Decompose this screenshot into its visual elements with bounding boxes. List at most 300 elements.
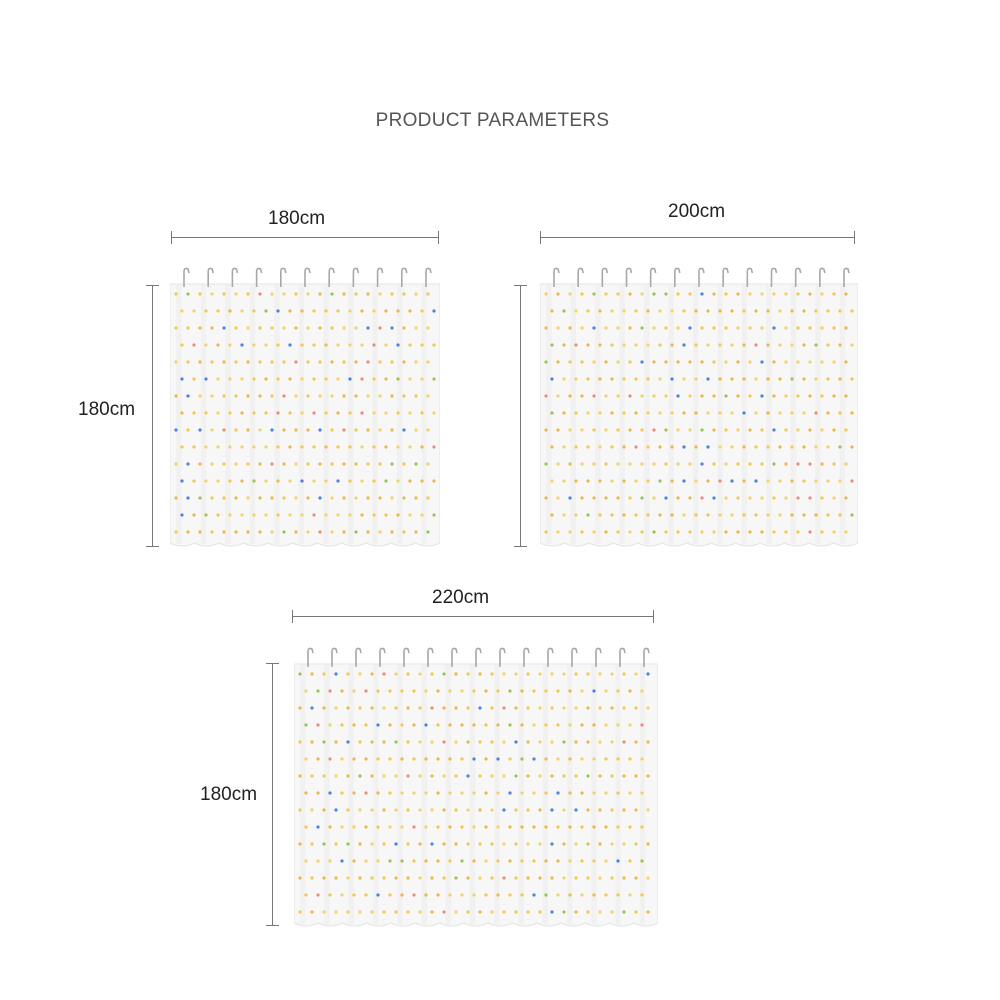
polka-dot [430,706,433,709]
polka-dot [520,757,523,760]
polka-dot [310,672,313,675]
polka-dot [754,445,757,448]
polka-dot [310,910,313,913]
polka-dot [316,757,319,760]
polka-dot [276,479,279,482]
polka-dot [246,292,249,295]
polka-dot [610,740,613,743]
polka-dot [592,394,595,397]
polka-dot [640,825,643,828]
polka-dot [562,706,565,709]
polka-dot [348,513,351,516]
polka-dot [598,808,601,811]
polka-dot [772,496,775,499]
polka-dot [358,842,361,845]
polka-dot [724,496,727,499]
polka-dot [390,360,393,363]
polka-dot [366,530,369,533]
polka-dot [544,757,547,760]
polka-dot [718,377,721,380]
polka-dot [306,292,309,295]
polka-dot [616,496,619,499]
polka-dot [358,706,361,709]
polka-dot [414,530,417,533]
polka-dot [760,394,763,397]
polka-dot [394,672,397,675]
polka-dot [312,445,315,448]
polka-dot [180,479,183,482]
polka-dot [366,496,369,499]
polka-dot [592,689,595,692]
polka-dot [754,343,757,346]
polka-dot [814,513,817,516]
polka-dot [496,825,499,828]
polka-dot [228,513,231,516]
polka-dot [372,377,375,380]
polka-dot [772,462,775,465]
polka-dot [390,530,393,533]
polka-dot [324,309,327,312]
polka-dot [634,876,637,879]
polka-dot [264,309,267,312]
polka-dot [520,689,523,692]
polka-dot [426,360,429,363]
polka-dot [604,360,607,363]
polka-dot [568,394,571,397]
polka-dot [820,462,823,465]
polka-dot [264,513,267,516]
polka-dot [592,791,595,794]
polka-dot [192,445,195,448]
polka-dot [330,394,333,397]
polka-dot [598,309,601,312]
polka-dot [354,394,357,397]
polka-dot [724,326,727,329]
polka-dot [328,825,331,828]
polka-dot [426,428,429,431]
polka-dot [550,774,553,777]
polka-dot [610,445,613,448]
polka-dot [304,689,307,692]
polka-dot [420,377,423,380]
polka-dot [592,859,595,862]
polka-dot [556,326,559,329]
polka-dot [210,462,213,465]
polka-dot [426,462,429,465]
polka-dot [850,445,853,448]
polka-dot [378,462,381,465]
polka-dot [478,808,481,811]
polka-dot [808,292,811,295]
polka-dot [646,740,649,743]
polka-dot [628,360,631,363]
polka-dot [258,360,261,363]
polka-dot [538,808,541,811]
polka-dot [700,292,703,295]
polka-dot [580,893,583,896]
polka-dot [658,513,661,516]
polka-dot [574,513,577,516]
polka-dot [430,842,433,845]
polka-dot [616,689,619,692]
polka-dot [340,893,343,896]
polka-dot [640,462,643,465]
polka-dot [304,859,307,862]
polka-dot [432,513,435,516]
polka-dot [252,513,255,516]
polka-dot [204,411,207,414]
polka-dot [496,859,499,862]
polka-dot [802,309,805,312]
polka-dot [240,309,243,312]
polka-dot [298,808,301,811]
polka-dot [544,530,547,533]
polka-dot [514,672,517,675]
polka-dot [466,774,469,777]
polka-dot [306,360,309,363]
polka-dot [658,309,661,312]
polka-dot [676,496,679,499]
polka-dot [754,411,757,414]
polka-dot [598,377,601,380]
polka-dot [394,910,397,913]
polka-dot [508,723,511,726]
polka-dot [222,360,225,363]
polka-dot [580,462,583,465]
polka-dot [802,445,805,448]
polka-dot [610,910,613,913]
polka-dot [586,411,589,414]
polka-dot [706,411,709,414]
polka-dot [394,740,397,743]
polka-dot [228,411,231,414]
polka-dot [640,893,643,896]
polka-dot [430,774,433,777]
polka-dot [300,513,303,516]
polka-dot [412,689,415,692]
polka-dot [598,343,601,346]
polka-dot [568,723,571,726]
polka-dot [442,910,445,913]
polka-dot [748,428,751,431]
polka-dot [826,445,829,448]
polka-dot [652,530,655,533]
polka-dot [408,343,411,346]
polka-dot [784,292,787,295]
polka-dot [340,825,343,828]
polka-dot [424,825,427,828]
polka-dot [652,360,655,363]
polka-dot [592,292,595,295]
polka-dot [288,309,291,312]
polka-dot [832,530,835,533]
polka-dot [694,513,697,516]
polka-dot [544,791,547,794]
polka-dot [312,343,315,346]
polka-dot [568,859,571,862]
polka-dot [294,496,297,499]
polka-dot [270,326,273,329]
polka-dot [400,791,403,794]
polka-dot [592,757,595,760]
polka-dot [424,859,427,862]
polka-dot [288,513,291,516]
polka-dot [396,309,399,312]
polka-dot [418,740,421,743]
polka-dot [426,530,429,533]
polka-dot [448,723,451,726]
polka-dot [598,876,601,879]
polka-dot [610,377,613,380]
polka-dot [412,893,415,896]
polka-dot [562,774,565,777]
polka-dot [742,513,745,516]
polka-dot [574,672,577,675]
polka-dot [448,893,451,896]
polka-dot [838,343,841,346]
polka-dot [628,893,631,896]
polka-dot [376,689,379,692]
polka-dot [340,757,343,760]
polka-dot [258,496,261,499]
polka-dot [316,689,319,692]
polka-dot [556,530,559,533]
polka-dot [622,808,625,811]
polka-dot [310,740,313,743]
polka-dot [838,377,841,380]
polka-dot [366,292,369,295]
polka-dot [466,808,469,811]
polka-dot [448,791,451,794]
polka-dot [312,411,315,414]
polka-dot [616,723,619,726]
polka-dot [264,479,267,482]
polka-dot [514,740,517,743]
polka-dot [246,462,249,465]
polka-dot [844,360,847,363]
polka-dot [370,876,373,879]
polka-dot [520,893,523,896]
polka-dot [358,910,361,913]
polka-dot [784,428,787,431]
polka-dot [408,411,411,414]
polka-dot [388,859,391,862]
polka-dot [778,513,781,516]
polka-dot [808,428,811,431]
polka-dot [850,377,853,380]
polka-dot [216,445,219,448]
polka-dot [796,462,799,465]
polka-dot [330,292,333,295]
polka-dot [318,360,321,363]
polka-dot [622,411,625,414]
polka-dot [550,842,553,845]
polka-dot [234,428,237,431]
polka-dot [586,740,589,743]
polka-dot [760,326,763,329]
polka-dot [526,672,529,675]
polka-dot [288,479,291,482]
polka-dot [418,672,421,675]
polka-dot [604,530,607,533]
polka-dot [334,774,337,777]
polka-dot [304,893,307,896]
polka-dot [192,309,195,312]
polka-dot [390,292,393,295]
polka-dot [294,530,297,533]
polka-dot [420,309,423,312]
polka-dot [532,723,535,726]
polka-dot [760,462,763,465]
polka-dot [400,825,403,828]
polka-dot [784,496,787,499]
polka-dot [550,910,553,913]
polka-dot [556,791,559,794]
polka-dot [432,309,435,312]
polka-dot [628,326,631,329]
polka-dot [790,411,793,414]
polka-dot [442,740,445,743]
polka-dot [646,842,649,845]
polka-dot [198,428,201,431]
polka-dot [334,876,337,879]
polka-dot [466,910,469,913]
polka-dot [378,394,381,397]
polka-dot [640,326,643,329]
polka-dot [700,496,703,499]
polka-dot [378,326,381,329]
polka-dot [342,496,345,499]
polka-dot [348,479,351,482]
polka-dot [372,445,375,448]
polka-dot [676,530,679,533]
polka-dot [258,292,261,295]
polka-dot [814,445,817,448]
polka-dot [634,513,637,516]
polka-dot [712,428,715,431]
polka-dot [682,445,685,448]
polka-dot [544,825,547,828]
polka-dot [316,825,319,828]
curtain-svg [540,266,858,550]
polka-dot [382,706,385,709]
polka-dot [406,876,409,879]
polka-dot [372,343,375,346]
polka-dot [322,842,325,845]
polka-dot [354,530,357,533]
polka-dot [294,360,297,363]
polka-dot [706,343,709,346]
polka-dot [478,910,481,913]
polka-dot [592,496,595,499]
polka-dot [820,428,823,431]
polka-dot [412,791,415,794]
polka-dot [790,343,793,346]
polka-dot [730,377,733,380]
polka-dot [610,513,613,516]
polka-dot [402,462,405,465]
polka-dot [364,859,367,862]
polka-dot [330,530,333,533]
polka-dot [712,530,715,533]
polka-dot [538,672,541,675]
polka-dot [330,428,333,431]
polka-dot [628,825,631,828]
polka-dot [616,428,619,431]
polka-dot [748,496,751,499]
polka-dot [394,842,397,845]
height-label-3: 180cm [200,784,258,805]
polka-dot [412,723,415,726]
polka-dot [198,462,201,465]
polka-dot [330,360,333,363]
polka-dot [802,513,805,516]
polka-dot [826,343,829,346]
polka-dot [532,893,535,896]
polka-dot [186,462,189,465]
polka-dot [646,672,649,675]
polka-dot [270,496,273,499]
polka-dot [706,479,709,482]
polka-dot [384,445,387,448]
polka-dot [556,893,559,896]
polka-dot [426,292,429,295]
polka-dot [234,394,237,397]
polka-dot [808,394,811,397]
polka-dot [216,479,219,482]
polka-dot [514,910,517,913]
polka-dot [490,876,493,879]
polka-dot [246,360,249,363]
polka-dot [336,513,339,516]
polka-dot [378,360,381,363]
polka-dot [318,326,321,329]
polka-dot [366,360,369,363]
polka-dot [490,910,493,913]
polka-dot [646,876,649,879]
polka-dot [670,411,673,414]
polka-dot [436,689,439,692]
polka-dot [712,496,715,499]
polka-dot [550,740,553,743]
polka-dot [414,496,417,499]
polka-dot [580,689,583,692]
polka-dot [402,496,405,499]
polka-dot [430,672,433,675]
polka-dot [664,292,667,295]
polka-dot [802,377,805,380]
polka-dot [784,394,787,397]
polka-dot [420,343,423,346]
polka-dot [432,445,435,448]
polka-dot [246,394,249,397]
polka-dot [300,411,303,414]
polka-dot [246,530,249,533]
polka-dot [460,689,463,692]
polka-dot [700,462,703,465]
polka-dot [772,292,775,295]
polka-dot [826,479,829,482]
polka-dot [346,740,349,743]
polka-dot [432,377,435,380]
polka-dot [234,326,237,329]
polka-dot [742,309,745,312]
polka-dot [334,842,337,845]
polka-dot [538,876,541,879]
polka-dot [408,479,411,482]
polka-dot [616,530,619,533]
polka-dot [466,876,469,879]
